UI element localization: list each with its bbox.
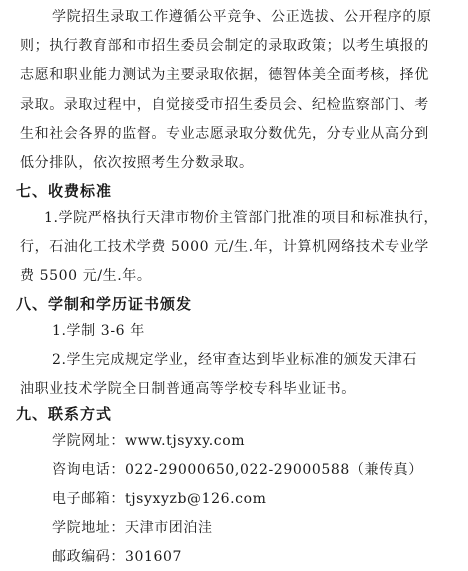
contact-email-label: 电子邮箱： — [52, 491, 125, 507]
admission-line-2: 则；执行教育部和市招生委员会制定的录取政策；以考生填报的 — [20, 38, 429, 54]
contact-postcode-label: 邮政编码： — [52, 549, 125, 565]
contact-website — [52, 432, 245, 450]
contact-email — [52, 490, 267, 508]
section-8-item-2-line-1: 2.学生完成规定学业，经审查达到毕业标准的颁发天津石 — [52, 352, 417, 368]
contact-postcode — [52, 548, 182, 566]
section-7-heading: 七、收费标准 — [16, 182, 113, 200]
section-9-heading: 九、联系方式 — [16, 405, 113, 423]
contact-postcode-value: 301607 — [125, 549, 183, 565]
section-7-line-1: 1.学院严格执行天津市物价主管部门批准的项目和标准执行， — [44, 210, 439, 226]
contact-phone-label: 咨询电话： — [52, 462, 125, 478]
contact-phone-value: 022-29000650,022-29000588（兼传真） — [125, 462, 423, 478]
admission-line-1: 学院招生录取工作遵循公平竞争、公正选拔、公开程序的原 — [52, 9, 432, 25]
admission-line-6: 低分排队，依次按照考生分数录取。 — [20, 155, 254, 171]
contact-email-value[interactable]: tjsyxyzb@126.com — [125, 491, 267, 507]
section-7-line-2: 行，石油化工技术学费 5000 元/生.年，计算机网络技术专业学 — [20, 239, 429, 255]
contact-website-label: 学院网址： — [52, 433, 125, 449]
section-8-item-2-line-2: 油职业技术学院全日制普通高等学校专科毕业证书。 — [20, 381, 356, 397]
admission-line-5: 生和社会各界的监督。专业志愿录取分数优先，分专业从高分到 — [20, 126, 429, 142]
contact-address-value: 天津市团泊洼 — [125, 520, 213, 536]
section-8-heading: 八、学制和学历证书颁发 — [16, 295, 193, 313]
section-7-line-3: 费 5500 元/生.年。 — [20, 268, 152, 284]
section-8-item-1: 1.学制 3-6 年 — [52, 323, 145, 339]
contact-phone — [52, 461, 423, 479]
contact-address-label: 学院地址： — [52, 520, 125, 536]
admission-line-3: 志愿和职业能力测试为主要录取依据，德智体美全面考核，择优 — [20, 67, 429, 83]
contact-website-value[interactable]: www.tjsyxy.com — [125, 433, 246, 449]
contact-address — [52, 519, 213, 537]
admission-line-4: 录取。录取过程中，自觉接受市招生委员会、纪检监察部门、考 — [20, 97, 429, 113]
